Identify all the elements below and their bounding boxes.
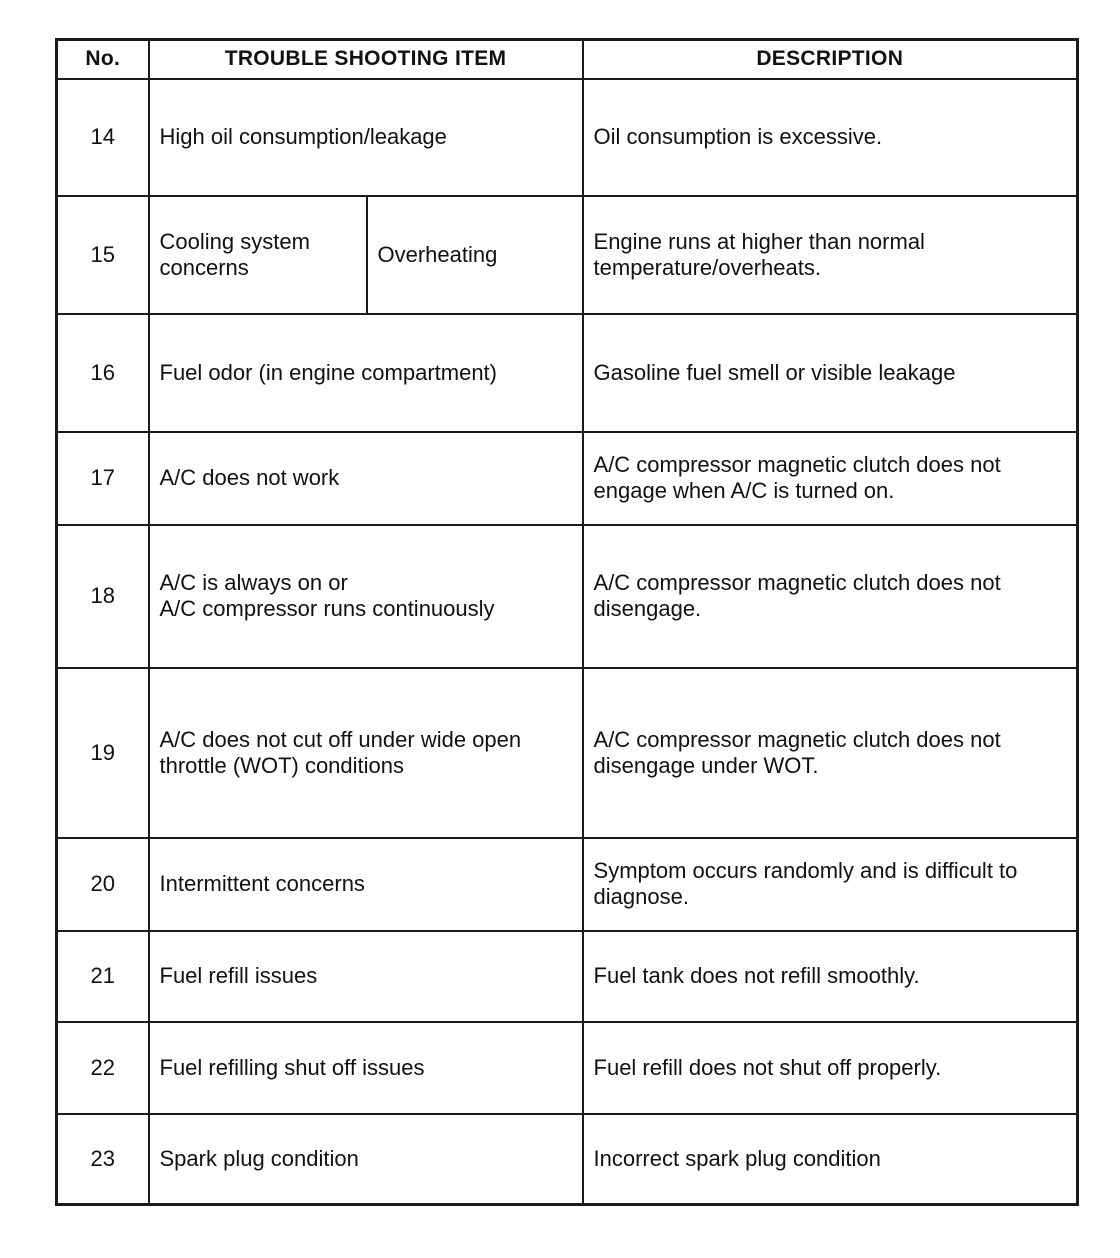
description: Incorrect spark plug condition: [583, 1114, 1078, 1205]
description: Oil consumption is excessive.: [583, 79, 1078, 196]
description: Symptom occurs randomly and is difficult to diagnose.: [583, 838, 1078, 931]
row-number: 21: [57, 931, 149, 1022]
row-number: 23: [57, 1114, 149, 1205]
troubleshooting-table: [55, 38, 1079, 1206]
table-row: [57, 838, 1078, 931]
trouble-item: Fuel refilling shut off issues: [149, 1022, 583, 1114]
header-trouble-shooting-item: TROUBLE SHOOTING ITEM: [149, 40, 583, 79]
description: Engine runs at higher than normal temperature/overheats.: [583, 196, 1078, 314]
trouble-subitem: Overheating: [367, 196, 583, 314]
table-row: [57, 314, 1078, 432]
row-number: 22: [57, 1022, 149, 1114]
table-row: [57, 1022, 1078, 1114]
description: A/C compressor magnetic clutch does not disengage under WOT.: [583, 668, 1078, 838]
trouble-item: A/C does not cut off under wide open throttle (WOT) conditions: [149, 668, 583, 838]
trouble-item: Spark plug condition: [149, 1114, 583, 1205]
trouble-item-line-2: A/C compressor runs continuously: [159, 596, 495, 621]
row-number: 14: [57, 79, 149, 196]
description: Fuel refill does not shut off properly.: [583, 1022, 1078, 1114]
row-number: 20: [57, 838, 149, 931]
trouble-item: A/C does not work: [149, 432, 583, 525]
header-description: DESCRIPTION: [583, 40, 1078, 79]
row-number: 17: [57, 432, 149, 525]
trouble-item: Cooling system concerns: [149, 196, 367, 314]
header-no: No.: [57, 40, 149, 79]
row-number: 18: [57, 525, 149, 668]
table-row: [57, 1114, 1078, 1205]
trouble-item: Fuel odor (in engine compartment): [149, 314, 583, 432]
description: Fuel tank does not refill smoothly.: [583, 931, 1078, 1022]
trouble-item: Intermittent concerns: [149, 838, 583, 931]
trouble-item: High oil consumption/leakage: [149, 79, 583, 196]
table-row: [57, 525, 1078, 668]
description: Gasoline fuel smell or visible leakage: [583, 314, 1078, 432]
description: A/C compressor magnetic clutch does not engage when A/C is turned on.: [583, 432, 1078, 525]
table-row: [57, 432, 1078, 525]
header-row: [57, 40, 1078, 79]
row-number: 19: [57, 668, 149, 838]
row-number: 15: [57, 196, 149, 314]
table-row: [57, 668, 1078, 838]
table-row: [57, 196, 1078, 314]
trouble-item: [149, 525, 583, 668]
trouble-item-line-1: A/C is always on or: [159, 570, 348, 595]
table-row: [57, 931, 1078, 1022]
row-number: 16: [57, 314, 149, 432]
trouble-item: Fuel refill issues: [149, 931, 583, 1022]
table-row: [57, 79, 1078, 196]
description: A/C compressor magnetic clutch does not disengage.: [583, 525, 1078, 668]
